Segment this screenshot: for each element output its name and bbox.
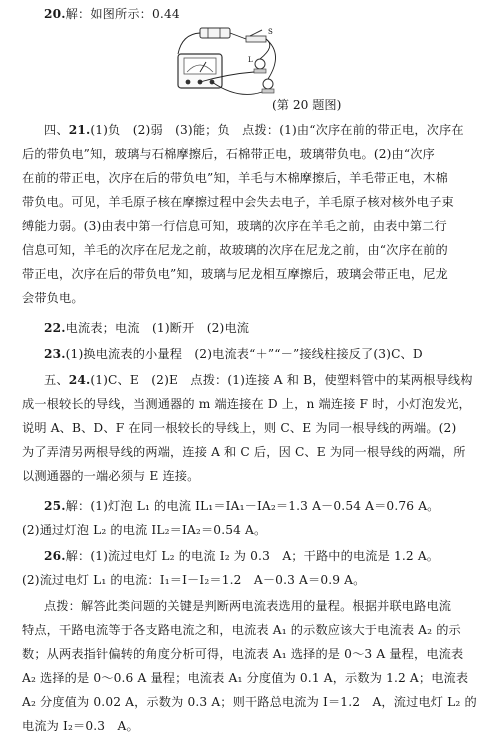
- q24-line: 说明 A、B、D、F 在同一根较长的导线上，则 C、E 为同一根导线的两端。(2): [22, 421, 457, 435]
- note-line: 点拨：解答此类问题的关键是判断两电流表选用的量程。根据并联电路电流: [44, 599, 452, 613]
- q21-number: 21.: [68, 123, 91, 137]
- note-line: 特点，干路电流等于各支路电流之和，电流表 A₁ 的示数应该大于电流表 A₂ 的示: [22, 623, 461, 637]
- note-line: A₂ 选择的是 0～0.6 A 量程；电流表 A₁ 分度值为 0.1 A，示数为 1.2 A；电流表: [22, 671, 469, 685]
- q25-line: (2)通过灯泡 L₂ 的电流 IL₂＝IA₂＝0.54 A。: [22, 523, 267, 537]
- q25-line-1: [44, 498, 440, 514]
- figure-caption: (第 20 题图): [272, 98, 342, 112]
- q21-line: 带负电。可见，羊毛原子核在摩擦过程中会失去电子，羊毛原子核对核外电子束: [22, 195, 454, 209]
- battery-pack: [200, 28, 230, 38]
- q25-text: 解：(1)灯泡 L₁ 的电流 IL₁＝IA₁－IA₂＝1.3 A－0.54 A＝0.76 A。: [65, 499, 440, 513]
- q26-text: 解：(1)流过电灯 L₂ 的电流 I₂ 为 0.3 A；干路中的电流是 1.2 A。: [65, 549, 440, 563]
- q20-number: 20.: [44, 7, 66, 21]
- q23-text: (1)换电流表的小量程 (2)电流表“＋”“－”接线柱接反了(3)C、D: [65, 347, 423, 361]
- q21-line: 缚能力弱。(3)由表中第一行信息可知，玻璃的次序在羊毛之前，由表中第二行: [22, 219, 447, 233]
- q22-text: 电流表；电流 (1)断开 (2)电流: [65, 321, 250, 335]
- q26-line: (2)流过电灯 L₁ 的电流：I₁＝I－I₂＝1.2 A－0.3 A＝0.9 A。: [22, 573, 366, 587]
- q22-number: 22.: [44, 321, 66, 335]
- q24-line: 成一根较长的导线，当测通器的 m 端连接在 D 上，n 端连接 F 时，小灯泡发光，: [22, 397, 471, 411]
- q24-line: 为了弄清另两根导线的两端，连接 A 和 C 后，因 C、E 为同一根导线的两端，所: [22, 445, 466, 459]
- note-line: A₂ 分度值为 0.02 A，示数为 0.3 A；则干路总电流为 I＝1.2 A，流过电灯 L₂ 的: [22, 695, 477, 709]
- q21-section: 四、: [44, 123, 69, 137]
- switch: [246, 36, 266, 42]
- q20-line: [44, 6, 180, 22]
- q20-text: 解：如图所示：0.44: [65, 7, 180, 21]
- note-line: 电流为 I₂＝0.3 A。: [22, 719, 139, 733]
- q23-number: 23.: [44, 347, 66, 361]
- lamp-1: [255, 59, 265, 69]
- q21-line: 后的带负电”知，玻璃与石棉摩擦后，石棉带正电，玻璃带负电。(2)由“次序: [22, 147, 435, 161]
- q24-line-1: [44, 372, 473, 388]
- lamp-label: L: [248, 56, 253, 64]
- q21-line-1: [44, 122, 464, 138]
- q21-line: 在前的带正电，次序在后的带负电”知，羊毛与木棉摩擦后，羊毛带正电，木棉: [22, 171, 448, 185]
- q21-line: 带正电，次序在后的带负电”知，玻璃与尼龙相互摩擦后，玻璃会带正电，尼龙: [22, 267, 448, 281]
- q24-number: 24.: [68, 373, 91, 387]
- q26-line-1: [44, 548, 439, 564]
- q23-line: [44, 346, 423, 362]
- q26-number: 26.: [44, 549, 66, 563]
- q24-line: 以测通器的一端必须与 E 连接。: [22, 469, 200, 483]
- q21-line: 信息可知，羊毛的次序在尼龙之前，故玻璃的次序在尼龙之前，由“次序在前的: [22, 243, 448, 257]
- q24-section: 五、: [44, 373, 69, 387]
- q21-text: (1)负 (2)弱 (3)能；负 点拨：(1)由“次序在前的带正电，次序在: [90, 123, 464, 137]
- q25-number: 25.: [44, 499, 66, 513]
- circuit-figure: [168, 24, 288, 104]
- q24-text: (1)C、E (2)E 点拨：(1)连接 A 和 B，使塑料管中的某两根导线构: [90, 373, 473, 387]
- note-line: 数；从两表指针偏转的角度分析可得，电流表 A₁ 选择的是 0～3 A 量程，电流表: [22, 647, 464, 661]
- lamp-2: [263, 79, 273, 89]
- q21-line: 会带负电。: [22, 291, 84, 305]
- switch-label: S: [268, 28, 273, 36]
- q22-line: [44, 320, 249, 336]
